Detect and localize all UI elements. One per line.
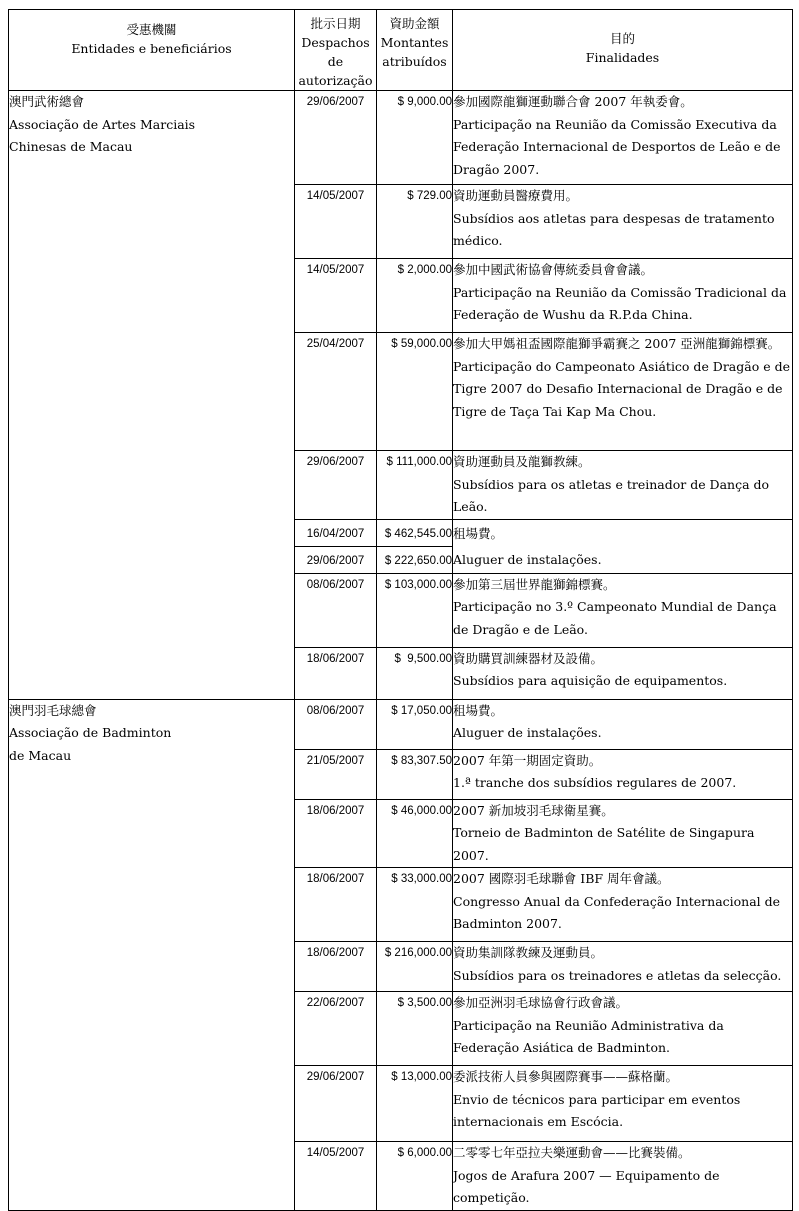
date-cell: 14/05/2007 (295, 185, 377, 259)
amount-cell: $ 17,050.00 (377, 699, 453, 749)
header-amount-zh: 資助金額 (389, 16, 440, 31)
entity-name-pt: de Macau (9, 747, 72, 763)
date-cell: 22/06/2007 (295, 992, 377, 1066)
entity-name-pt: Associação de Badminton (9, 725, 172, 740)
header-purpose-zh: 目的 (609, 31, 635, 46)
date-cell: 18/06/2007 (295, 647, 377, 699)
header-date-pt-2: autorização (298, 73, 373, 88)
purpose-pt: Participação na Reunião Administrativa da Federação Asiática de Badminton. (453, 1017, 724, 1055)
purpose-zh: 資助購買訓練器材及設備。 (453, 650, 604, 666)
purpose-zh: 資助集訓隊教練及運動員。 (453, 945, 604, 960)
purpose-cell (453, 799, 793, 868)
purpose-zh: 租場費。 (453, 525, 504, 541)
purpose-cell (453, 573, 793, 647)
amount-cell: $ 33,000.00 (377, 868, 453, 942)
purpose-cell (453, 1066, 793, 1142)
purpose-pt: Envio de técnicos para participar em eventos internacionais em Escócia. (453, 1091, 741, 1129)
date-cell: 16/04/2007 (295, 519, 377, 546)
date-cell: 14/05/2007 (295, 1142, 377, 1211)
purpose-pt: Jogos de Arafura 2007 — Equipamento de competição. (453, 1167, 720, 1205)
purpose-zh: 2007 國際羽毛球聯會 IBF 周年會議。 (453, 871, 670, 886)
date-cell: 29/06/2007 (295, 1066, 377, 1142)
purpose-cell (453, 992, 793, 1066)
amount-cell: $ 111,000.00 (377, 451, 453, 520)
purpose-zh: 資助運動員及龍獅教練。 (453, 454, 591, 469)
header-row (9, 10, 793, 91)
amount-cell: $ 729.00 (377, 185, 453, 259)
amount-cell: $ 46,000.00 (377, 799, 453, 868)
purpose-pt: Torneio de Badminton de Satélite de Singapura 2007. (453, 825, 755, 863)
amount-cell: $ 3,500.00 (377, 992, 453, 1066)
purpose-pt: 1.ª tranche dos subsídios regulares de 2007. (453, 775, 737, 790)
date-cell: 29/06/2007 (295, 91, 377, 185)
purpose-zh: 參加國際龍獅運動聯合會 2007 年執委會。 (453, 94, 693, 109)
purpose-pt: Subsídios para os atletas e treinador de Dança do Leão. (453, 476, 770, 514)
purpose-pt: Subsídios para os treinadores e atletas da selecção. (453, 967, 782, 983)
purpose-zh: 2007 年第一期固定資助。 (453, 752, 602, 768)
amount-cell: $ 103,000.00 (377, 573, 453, 647)
purpose-cell (453, 1142, 793, 1211)
purpose-pt: Subsídios aos atletas para despesas de tratamento médico. (453, 210, 775, 248)
purpose-pt: Participação do Campeonato Asiático de Dragão e de Tigre 2007 do Desafio Internacional de Dragão e de Tigre de Taça Tai Kap Ma Chou. (453, 358, 790, 419)
date-cell: 08/06/2007 (295, 699, 377, 749)
purpose-cell (453, 259, 793, 333)
purpose-cell (453, 185, 793, 259)
purpose-pt: Aluguer de instalações. (453, 725, 602, 740)
table-row (9, 699, 793, 749)
purpose-cell (453, 451, 793, 520)
amount-cell: $ 216,000.00 (377, 942, 453, 992)
amount-cell: $ 59,000.00 (377, 333, 453, 451)
table-row (9, 91, 793, 185)
amount-cell: $ 2,000.00 (377, 259, 453, 333)
date-cell: 29/06/2007 (295, 546, 377, 573)
purpose-pt: Participação no 3.º Campeonato Mundial de Dança de Dragão e de Leão. (453, 599, 777, 637)
header-amount-pt-2: atribuídos (382, 54, 447, 69)
header-entities (9, 10, 295, 91)
entity-name-zh: 澳門羽毛球總會 (9, 702, 97, 718)
grants-table (8, 9, 793, 1211)
purpose-zh: 參加亞洲羽毛球協會行政會議。 (453, 995, 629, 1010)
purpose-cell (453, 91, 793, 185)
purpose-cell (453, 333, 793, 451)
purpose-cell (453, 519, 793, 573)
header-entities-zh: 受惠機關 (126, 22, 177, 37)
purpose-pt: Participação na Reunião da Comissão Executiva da Federação Internacional de Desportos de Leão e de Dragão 2007. (453, 116, 781, 177)
header-date-zh: 批示日期 (310, 16, 361, 31)
amount-cell: $ 83,307.50 (377, 749, 453, 799)
amount-cell: $ 9,000.00 (377, 91, 453, 185)
purpose-pt: Aluguer de instalações. (453, 552, 602, 567)
purpose-zh: 參加中國武術協會傳統委員會會議。 (453, 262, 654, 277)
header-amount-pt-1: Montantes (380, 35, 449, 50)
amount-cell: $ 222,650.00 (377, 546, 453, 573)
header-purpose (453, 10, 793, 91)
header-date-pt-1: Despachos de (301, 35, 370, 69)
header-amount (377, 10, 453, 91)
date-cell: 21/05/2007 (295, 749, 377, 799)
entity-name-zh: 澳門武術總會 (9, 94, 85, 109)
entity-cell (9, 699, 295, 1210)
purpose-zh: 參加大甲媽祖盃國際龍獅爭霸賽之 2007 亞洲龍獅錦標賽。 (453, 336, 781, 351)
entity-cell (9, 91, 295, 700)
amount-cell: $ 6,000.00 (377, 1142, 453, 1211)
entity-name-pt: Associação de Artes Marciais (9, 116, 196, 132)
amount-cell: $ 13,000.00 (377, 1066, 453, 1142)
header-purpose-pt: Finalidades (585, 50, 660, 65)
purpose-cell (453, 647, 793, 699)
date-cell: 18/06/2007 (295, 868, 377, 942)
purpose-cell (453, 749, 793, 799)
purpose-cell (453, 699, 793, 749)
purpose-zh: 租場費。 (453, 702, 504, 718)
purpose-zh: 資助運動員醫療費用。 (453, 188, 579, 203)
purpose-zh: 委派技術人員參與國際賽事——蘇格蘭。 (453, 1069, 679, 1084)
entity-name-pt: Chinesas de Macau (9, 139, 133, 154)
purpose-cell (453, 942, 793, 992)
date-cell: 25/04/2007 (295, 333, 377, 451)
purpose-pt: Congresso Anual da Confederação Internacional de Badminton 2007. (453, 893, 781, 931)
purpose-pt: Subsídios para aquisição de equipamentos. (453, 673, 728, 688)
amount-cell: $ 462,545.00 (377, 519, 453, 546)
purpose-zh: 2007 新加坡羽毛球衛星賽。 (453, 802, 614, 818)
purpose-cell (453, 868, 793, 942)
purpose-zh: 二零零七年亞拉夫樂運動會——比賽裝備。 (453, 1145, 691, 1160)
date-cell: 14/05/2007 (295, 259, 377, 333)
date-cell: 08/06/2007 (295, 573, 377, 647)
purpose-pt: Participação na Reunião da Comissão Tradicional da Federação de Wushu da R.P.da China. (453, 284, 787, 322)
date-cell: 18/06/2007 (295, 942, 377, 992)
date-cell: 18/06/2007 (295, 799, 377, 868)
purpose-zh: 參加第三屆世界龍獅錦標賽。 (453, 576, 616, 592)
header-date (295, 10, 377, 91)
amount-cell: $ 9,500.00 (377, 647, 453, 699)
date-cell: 29/06/2007 (295, 451, 377, 520)
header-entities-pt: Entidades e beneficiários (71, 41, 232, 56)
